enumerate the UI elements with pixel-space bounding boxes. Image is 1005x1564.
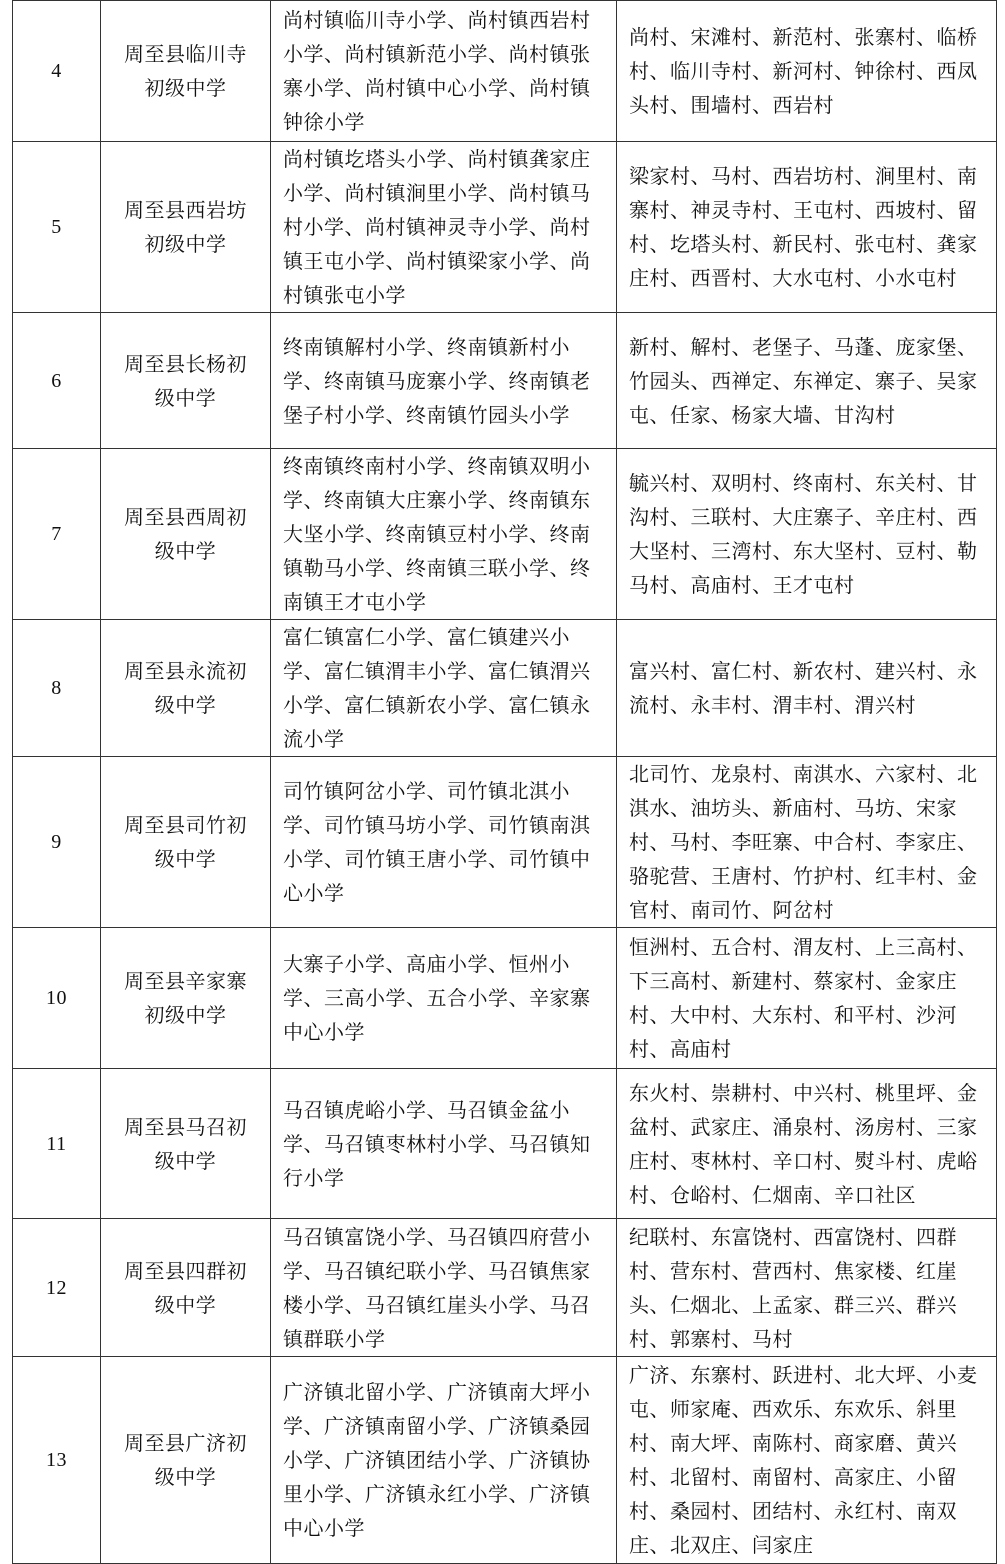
table-row xyxy=(13,928,997,1069)
zone-villages: 东火村、崇耕村、中兴村、桃里坪、金盆村、武家庄、涌泉村、汤房村、三家庄村、枣林村、辛口村、熨斗村、虎峪村、仓峪村、仁烟南、辛口社区 xyxy=(617,1069,997,1219)
middle-school-name: 周至县辛家寨初级中学 xyxy=(101,928,271,1069)
row-number: 10 xyxy=(13,928,101,1069)
feeder-primary-schools: 终南镇终南村小学、终南镇双明小学、终南镇大庄寨小学、终南镇东大坚小学、终南镇豆村小学、终南镇勒马小学、终南镇三联小学、终南镇王才屯小学 xyxy=(271,449,617,620)
row-number: 5 xyxy=(13,142,101,313)
table-body xyxy=(13,1,997,1564)
middle-school-name: 周至县临川寺初级中学 xyxy=(101,1,271,142)
middle-school-name: 周至县长杨初级中学 xyxy=(101,313,271,449)
zone-villages: 广济、东寨村、跃进村、北大坪、小麦屯、师家庵、西欢乐、东欢乐、斜里村、南大坪、南陈村、商家磨、黄兴村、北留村、南留村、高家庄、小留村、桑园村、团结村、永红村、南双庄、北双庄、闫家庄 xyxy=(617,1357,997,1564)
feeder-primary-schools: 大寨子小学、高庙小学、恒州小学、三高小学、五合小学、辛家寨中心小学 xyxy=(271,928,617,1069)
row-number: 11 xyxy=(13,1069,101,1219)
row-number: 13 xyxy=(13,1357,101,1564)
middle-school-name: 周至县广济初级中学 xyxy=(101,1357,271,1564)
table-row xyxy=(13,1357,997,1564)
row-number: 4 xyxy=(13,1,101,142)
table-row xyxy=(13,757,997,928)
middle-school-name: 周至县四群初级中学 xyxy=(101,1219,271,1357)
zone-villages: 尚村、宋滩村、新范村、张寨村、临桥村、临川寺村、新河村、钟徐村、西凤头村、围墙村、西岩村 xyxy=(617,1,997,142)
zone-villages: 恒洲村、五合村、渭友村、上三高村、下三高村、新建村、蔡家村、金家庄村、大中村、大东村、和平村、沙河村、高庙村 xyxy=(617,928,997,1069)
zone-villages: 梁家村、马村、西岩坊村、涧里村、南寨村、神灵寺村、王屯村、西坡村、留村、圪塔头村、新民村、张屯村、龚家庄村、西晋村、大水屯村、小水屯村 xyxy=(617,142,997,313)
zone-villages: 北司竹、龙泉村、南淇水、六家村、北淇水、油坊头、新庙村、马坊、宋家村、马村、李旺寨、中合村、李家庄、骆驼营、王唐村、竹护村、红丰村、金官村、南司竹、阿岔村 xyxy=(617,757,997,928)
feeder-primary-schools: 广济镇北留小学、广济镇南大坪小学、广济镇南留小学、广济镇桑园小学、广济镇团结小学、广济镇协里小学、广济镇永红小学、广济镇中心小学 xyxy=(271,1357,617,1564)
feeder-primary-schools: 富仁镇富仁小学、富仁镇建兴小学、富仁镇渭丰小学、富仁镇渭兴小学、富仁镇新农小学、富仁镇永流小学 xyxy=(271,620,617,757)
feeder-primary-schools: 马召镇富饶小学、马召镇四府营小学、马召镇纪联小学、马召镇焦家楼小学、马召镇红崖头小学、马召镇群联小学 xyxy=(271,1219,617,1357)
zone-villages: 富兴村、富仁村、新农村、建兴村、永流村、永丰村、渭丰村、渭兴村 xyxy=(617,620,997,757)
feeder-primary-schools: 司竹镇阿岔小学、司竹镇北淇小学、司竹镇马坊小学、司竹镇南淇小学、司竹镇王唐小学、司竹镇中心小学 xyxy=(271,757,617,928)
feeder-primary-schools: 终南镇解村小学、终南镇新村小学、终南镇马庞寨小学、终南镇老堡子村小学、终南镇竹园头小学 xyxy=(271,313,617,449)
row-number: 6 xyxy=(13,313,101,449)
school-zoning-table xyxy=(12,0,997,1564)
zone-villages: 毓兴村、双明村、终南村、东关村、甘沟村、三联村、大庄寨子、辛庄村、西大坚村、三湾村、东大坚村、豆村、勒马村、高庙村、王才屯村 xyxy=(617,449,997,620)
table-row xyxy=(13,1069,997,1219)
feeder-primary-schools: 马召镇虎峪小学、马召镇金盆小学、马召镇枣林村小学、马召镇知行小学 xyxy=(271,1069,617,1219)
feeder-primary-schools: 尚村镇圪塔头小学、尚村镇龚家庄小学、尚村镇涧里小学、尚村镇马村小学、尚村镇神灵寺小学、尚村镇王屯小学、尚村镇梁家小学、尚村镇张屯小学 xyxy=(271,142,617,313)
row-number: 8 xyxy=(13,620,101,757)
table-row xyxy=(13,1219,997,1357)
table-row xyxy=(13,142,997,313)
row-number: 12 xyxy=(13,1219,101,1357)
middle-school-name: 周至县西岩坊初级中学 xyxy=(101,142,271,313)
row-number: 9 xyxy=(13,757,101,928)
row-number: 7 xyxy=(13,449,101,620)
middle-school-name: 周至县西周初级中学 xyxy=(101,449,271,620)
table-row xyxy=(13,1,997,142)
zone-villages: 新村、解村、老堡子、马蓬、庞家堡、竹园头、西禅定、东禅定、寨子、吴家屯、任家、杨家大墙、甘沟村 xyxy=(617,313,997,449)
zone-villages: 纪联村、东富饶村、西富饶村、四群村、营东村、营西村、焦家楼、红崖头、仁烟北、上孟家、群三兴、群兴村、郭寨村、马村 xyxy=(617,1219,997,1357)
feeder-primary-schools: 尚村镇临川寺小学、尚村镇西岩村小学、尚村镇新范小学、尚村镇张寨小学、尚村镇中心小学、尚村镇钟徐小学 xyxy=(271,1,617,142)
middle-school-name: 周至县马召初级中学 xyxy=(101,1069,271,1219)
middle-school-name: 周至县永流初级中学 xyxy=(101,620,271,757)
table-row xyxy=(13,620,997,757)
middle-school-name: 周至县司竹初级中学 xyxy=(101,757,271,928)
table-row xyxy=(13,313,997,449)
table-row xyxy=(13,449,997,620)
